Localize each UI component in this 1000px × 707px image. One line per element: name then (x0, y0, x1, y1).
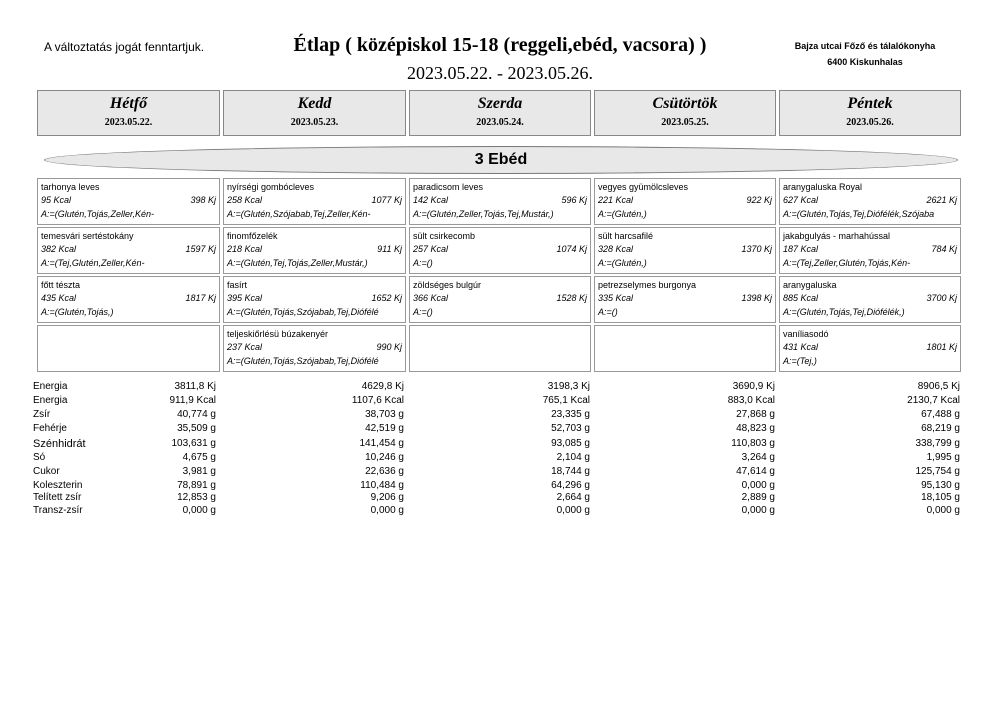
dish-kj: 1817 Kj (185, 293, 216, 303)
page-title: Étlap ( középiskol 15-18 (reggeli,ebéd, vacsora) ) (293, 34, 707, 56)
nutrient-label: Fehérje (33, 423, 67, 434)
dish-kcal: 328 Kcal (598, 244, 634, 254)
day-date: 2023.05.26. (846, 117, 894, 128)
energy-row (227, 243, 402, 256)
dish-name: sült csirkecomb (413, 231, 476, 241)
meal-banner: 3 Ebéd (44, 146, 958, 174)
nutrient-value: 8906,5 Kj (917, 381, 960, 392)
nutrient-value: 103,631 g (171, 438, 216, 449)
nutrient-value: 911,9 Kcal (169, 395, 216, 406)
dish-kcal: 885 Kcal (783, 293, 819, 303)
nutrient-value: 68,219 g (921, 423, 960, 434)
nutrient-value: 0,000 g (741, 505, 775, 516)
date-range: 2023.05.22. - 2023.05.26. (407, 63, 593, 83)
day-date: 2023.05.23. (290, 117, 339, 128)
menu-item (37, 178, 220, 225)
dish-allergens: A:=() (413, 258, 433, 268)
energy-row (227, 292, 402, 305)
nutrient-value: 40,774 g (177, 409, 216, 420)
dish-kj: 1077 Kj (371, 195, 402, 205)
day-date: 2023.05.24. (476, 117, 524, 128)
menu-item (779, 178, 961, 225)
nutrient-value: 0,000 g (556, 505, 590, 516)
dish-allergens: A:=() (413, 307, 433, 317)
day-name: Csütörtök (652, 95, 718, 112)
nutrient-value: 2130,7 Kcal (907, 395, 960, 406)
dish-allergens: A:=() (598, 307, 618, 317)
day-name: Péntek (847, 95, 893, 112)
menu-item (223, 276, 406, 323)
dish-name: tarhonya leves (41, 182, 100, 192)
nutrient-value: 64,296 g (551, 480, 590, 491)
dish-name: vegyes gyümölcsleves (598, 182, 689, 192)
dish-kj: 1801 Kj (926, 342, 957, 352)
menu-item (37, 276, 220, 323)
dish-kcal: 258 Kcal (227, 195, 263, 205)
nutrient-value: 18,105 g (921, 492, 960, 503)
day-name: Kedd (297, 95, 332, 112)
nutrient-value: 3,264 g (741, 452, 775, 463)
dish-kcal: 257 Kcal (413, 244, 449, 254)
dish-kj: 2621 Kj (926, 195, 957, 205)
nutrient-value: 0,000 g (182, 505, 216, 516)
energy-row (41, 194, 216, 207)
energy-row (41, 243, 216, 256)
day-name: Szerda (477, 95, 523, 112)
dish-kj: 1652 Kj (371, 293, 402, 303)
nutrient-value: 4,675 g (182, 452, 216, 463)
day-date: 2023.05.22. (104, 117, 153, 128)
nutrient-value: 765,1 Kcal (542, 395, 590, 406)
nutrient-value: 35,509 g (177, 423, 216, 434)
menu-item (223, 227, 406, 274)
menu-cell-empty (594, 325, 776, 372)
dish-name: sült harcsafilé (598, 231, 654, 241)
dish-allergens: A:=(Tej,) (783, 356, 817, 366)
nutrient-value: 110,484 g (360, 480, 404, 491)
dish-kcal: 335 Kcal (598, 293, 634, 303)
dish-name: zöldséges bulgúr (413, 280, 482, 290)
energy-row (413, 292, 587, 305)
menu-item (37, 227, 220, 274)
nutrient-value: 338,799 g (915, 438, 960, 449)
nutrient-value: 125,754 g (915, 466, 960, 477)
nutrient-value: 2,889 g (741, 492, 775, 503)
dish-allergens: A:=(Glutén,) (598, 258, 647, 268)
dish-allergens: A:=(Glutén,Zeller,Tojás,Tej,Mustár,) (413, 209, 554, 219)
energy-row (783, 341, 957, 354)
menu-item (779, 276, 961, 323)
nutrient-value: 48,823 g (736, 423, 775, 434)
dish-kcal: 627 Kcal (783, 195, 819, 205)
dish-name: aranygaluska (783, 280, 837, 290)
dish-allergens: A:=(Glutén,Tojás,Tej,Diófélék,Szójaba (783, 209, 935, 219)
nutrient-value: 110,803 g (731, 438, 775, 449)
nutrient-value: 93,085 g (551, 438, 590, 449)
dish-kj: 3700 Kj (926, 293, 957, 303)
day-header (594, 90, 776, 136)
menu-item (594, 227, 776, 274)
dish-kj: 1597 Kj (185, 244, 216, 254)
dish-kj: 1074 Kj (556, 244, 587, 254)
kitchen-city: 6400 Kiskunhalas (827, 57, 903, 67)
energy-row (598, 243, 772, 256)
nutrient-label: Koleszterin (33, 480, 83, 491)
nutrient-value: 0,000 g (741, 480, 775, 491)
nutrient-value: 18,744 g (551, 466, 590, 477)
day-header (779, 90, 961, 136)
day-header (409, 90, 591, 136)
dish-allergens: A:=(Glutén,Szójabab,Tej,Zeller,Kén- (227, 209, 371, 219)
nutrient-value: 47,614 g (736, 466, 775, 477)
menu-item (223, 178, 406, 225)
nutrient-value: 42,519 g (365, 423, 404, 434)
dish-name: főtt tészta (41, 280, 81, 290)
dish-kj: 922 Kj (746, 195, 772, 205)
nutrient-value: 27,868 g (736, 409, 775, 420)
dish-kcal: 187 Kcal (783, 244, 819, 254)
dish-kcal: 395 Kcal (227, 293, 263, 303)
dish-kcal: 237 Kcal (227, 342, 263, 352)
menu-item (594, 276, 776, 323)
menu-item (779, 227, 961, 274)
dish-kj: 911 Kj (377, 244, 402, 254)
dish-kcal: 95 Kcal (41, 195, 72, 205)
nutrient-value: 2,664 g (556, 492, 590, 503)
dish-name: nyírségi gombócleves (227, 182, 315, 192)
energy-row (227, 341, 402, 354)
dish-kj: 398 Kj (190, 195, 216, 205)
menu-item (409, 227, 591, 274)
dish-kcal: 431 Kcal (783, 342, 819, 352)
day-header (223, 90, 406, 136)
dish-kcal: 366 Kcal (413, 293, 449, 303)
menu-item (594, 178, 776, 225)
menu-item (779, 325, 961, 372)
disclaimer-note: A változtatás jogát fenntartjuk. (44, 40, 205, 54)
nutrient-value: 141,454 g (359, 438, 404, 449)
nutrient-value: 883,0 Kcal (727, 395, 775, 406)
nutrient-value: 4629,8 Kj (361, 381, 404, 392)
nutrient-value: 2,104 g (556, 452, 590, 463)
day-name: Hétfő (109, 95, 148, 112)
nutrient-label: Cukor (33, 466, 60, 477)
energy-row (783, 243, 957, 256)
nutrient-value: 10,246 g (365, 452, 404, 463)
nutrient-label: Szénhidrát (33, 438, 86, 450)
dish-allergens: A:=(Glutén,Tojás,Szójabab,Tej,Diófélé (227, 356, 379, 366)
dish-name: jakabgulyás - marhahússal (783, 231, 891, 241)
nutrient-value: 78,891 g (177, 480, 216, 491)
dish-name: temesvári sertéstokány (41, 231, 134, 241)
nutrient-value: 1107,6 Kcal (351, 395, 404, 406)
energy-row (41, 292, 216, 305)
menu-item (409, 276, 591, 323)
kitchen-info (780, 38, 950, 70)
dish-kj: 1528 Kj (556, 293, 587, 303)
dish-name: paradicsom leves (413, 182, 484, 192)
dish-allergens: A:=(Glutén,Tej,Tojás,Zeller,Mustár,) (227, 258, 368, 268)
nutrient-value: 1,995 g (926, 452, 960, 463)
dish-allergens: A:=(Glutén,Tojás,Szójabab,Tej,Diófélé (227, 307, 379, 317)
nutrient-value: 3198,3 Kj (547, 381, 590, 392)
nutrient-label: Só (33, 452, 46, 463)
dish-allergens: A:=(Tej,Glutén,Zeller,Kén- (41, 258, 145, 268)
dish-allergens: A:=(Glutén,) (598, 209, 647, 219)
dish-allergens: A:=(Tej,Zeller,Glutén,Tojás,Kén- (783, 258, 911, 268)
dish-kj: 1370 Kj (741, 244, 772, 254)
dish-name: finomfőzelék (227, 231, 278, 241)
nutrient-value: 22,636 g (365, 466, 404, 477)
nutrient-value: 52,703 g (551, 423, 590, 434)
nutrient-value: 0,000 g (370, 505, 404, 516)
menu-cell-empty (409, 325, 591, 372)
nutrient-label: Energia (33, 395, 68, 406)
dish-kj: 990 Kj (376, 342, 402, 352)
menu-item (409, 178, 591, 225)
dish-name: teljeskiőrlésü búzakenyér (227, 329, 329, 339)
nutrient-value: 12,853 g (177, 492, 216, 503)
day-date: 2023.05.25. (661, 117, 709, 128)
dish-kcal: 142 Kcal (413, 195, 449, 205)
dish-kcal: 382 Kcal (41, 244, 77, 254)
dish-name: vaníliasodó (783, 329, 829, 339)
nutrient-value: 9,206 g (370, 492, 404, 503)
day-header (37, 90, 220, 136)
dish-kcal: 218 Kcal (227, 244, 263, 254)
energy-row (227, 194, 402, 207)
nutrient-value: 3811,8 Kj (174, 381, 216, 392)
dish-allergens: A:=(Glutén,Tojás,Tej,Diófélék,) (783, 307, 905, 317)
dish-kj: 1398 Kj (741, 293, 772, 303)
dish-kcal: 435 Kcal (41, 293, 77, 303)
nutrient-label: Zsír (33, 409, 51, 420)
energy-row (413, 194, 587, 207)
dish-kcal: 221 Kcal (598, 195, 634, 205)
nutrient-value: 67,488 g (921, 409, 960, 420)
kitchen-name: Bajza utcai Főző és tálalókonyha (794, 41, 936, 51)
dish-name: aranygaluska Royal (783, 182, 863, 192)
dish-kj: 596 Kj (561, 195, 587, 205)
nutrient-label: Transz-zsír (33, 505, 83, 516)
energy-row (598, 292, 772, 305)
energy-row (598, 194, 772, 207)
dish-allergens: A:=(Glutén,Tojás,) (41, 307, 114, 317)
dish-allergens: A:=(Glutén,Tojás,Zeller,Kén- (41, 209, 154, 219)
nutrient-value: 0,000 g (926, 505, 960, 516)
nutrient-value: 23,335 g (551, 409, 590, 420)
nutrient-label: Energia (33, 381, 68, 392)
dish-name: fasírt (227, 280, 248, 290)
nutrient-label: Telített zsír (33, 492, 82, 503)
dish-name: petrezselymes burgonya (598, 280, 697, 290)
menu-item (223, 325, 406, 372)
nutrient-value: 3690,9 Kj (732, 381, 775, 392)
menu-cell-empty (37, 325, 220, 372)
energy-row (783, 292, 957, 305)
energy-row (413, 243, 587, 256)
dish-kj: 784 Kj (931, 244, 957, 254)
nutrient-value: 3,981 g (182, 466, 216, 477)
nutrient-value: 38,703 g (365, 409, 404, 420)
energy-row (783, 194, 957, 207)
nutrient-value: 95,130 g (921, 480, 960, 491)
